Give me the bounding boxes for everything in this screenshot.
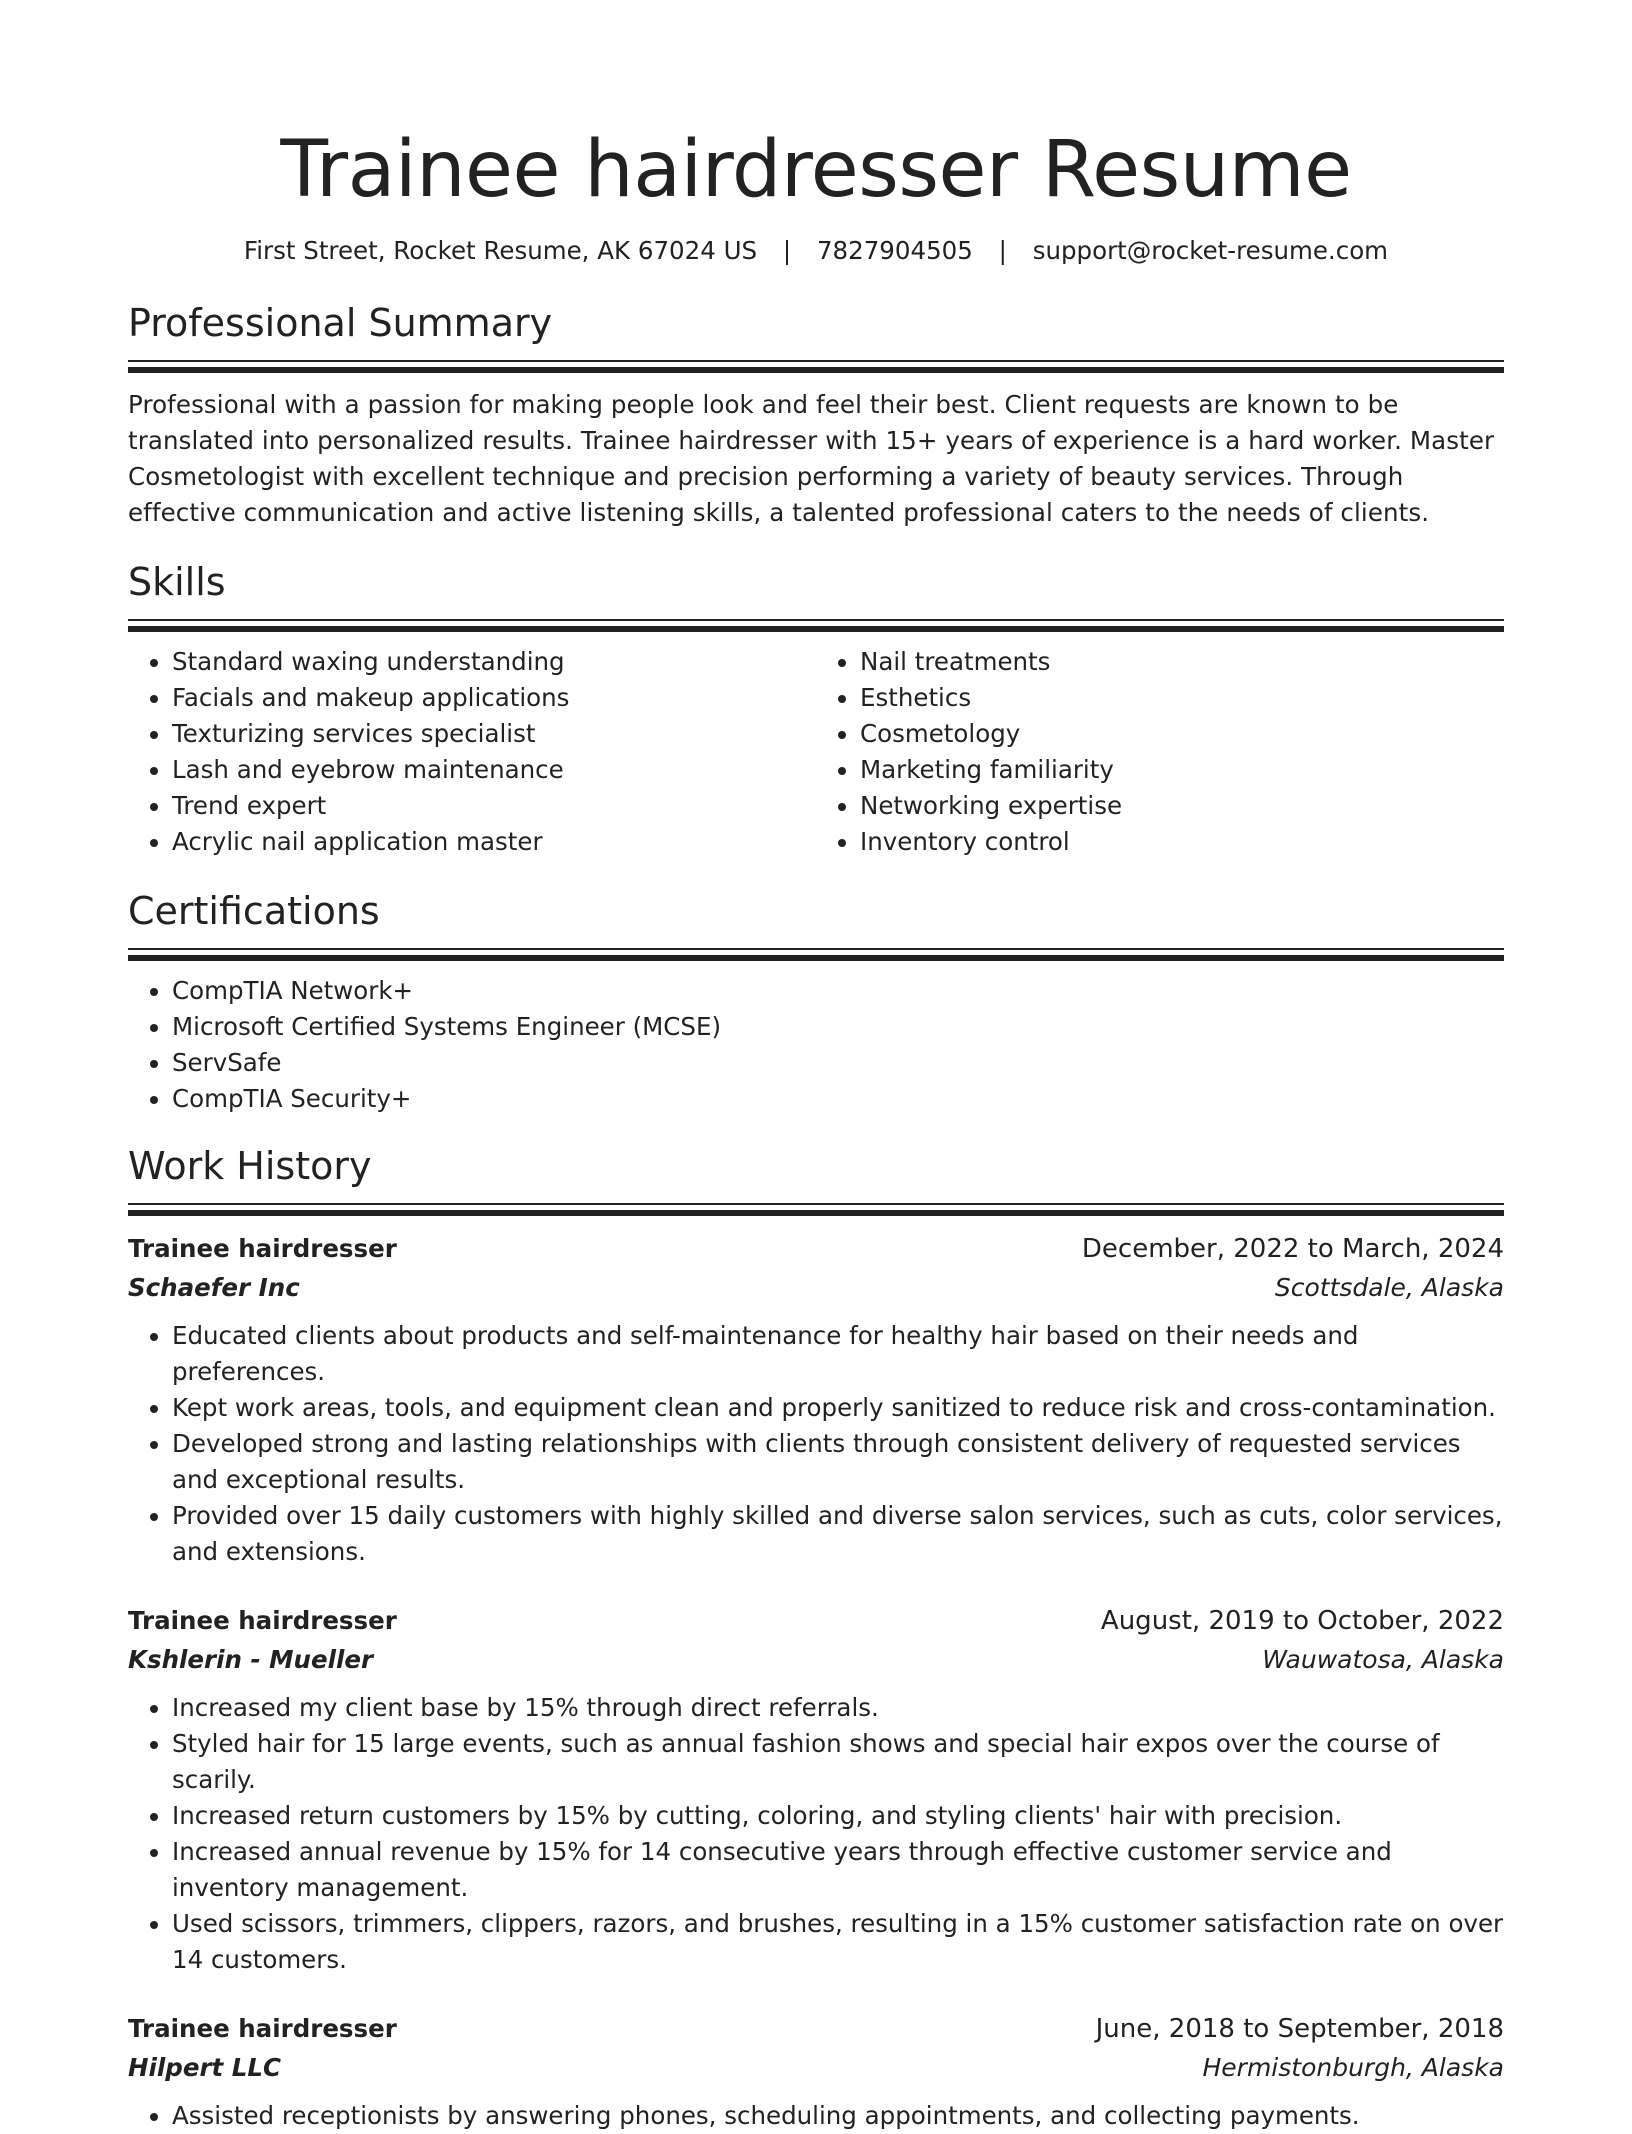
job-location: Wauwatosa, Alaska: [1262, 1645, 1504, 1674]
section-heading-skills: Skills: [128, 560, 226, 604]
certification-item: • Microsoft Certified Systems Engineer (MCSE): [172, 1009, 1504, 1045]
job-entry: [128, 2010, 1504, 2134]
job-bullets: [128, 1318, 1504, 1570]
skill-item: • Acrylic nail application master: [172, 824, 816, 860]
job-bullet: • Increased return customers by 15% by cutting, coloring, and styling clients' hair with precision.: [172, 1798, 1504, 1834]
section-divider: [128, 948, 1504, 961]
job-title: Trainee hairdresser: [128, 2014, 397, 2043]
job-bullet: • Kept work areas, tools, and equipment clean and properly sanitized to reduce risk and cross-contamination.: [172, 1390, 1504, 1426]
job-header-row: [128, 1230, 1504, 1268]
section-heading-work-history: Work History: [128, 1144, 372, 1188]
skill-item: • Marketing familiarity: [860, 752, 1504, 788]
certifications-list: [128, 973, 1504, 1117]
job-bullets: [128, 2098, 1504, 2134]
section-divider: [128, 619, 1504, 632]
skill-item: • Texturizing services specialist: [172, 716, 816, 752]
job-header-row: [128, 1602, 1504, 1640]
certification-item: • ServSafe: [172, 1045, 1504, 1081]
job-location: Hermistonburgh, Alaska: [1202, 2053, 1504, 2082]
job-bullet: • Provided over 15 daily customers with highly skilled and diverse salon services, such as cuts, color services, and extensions.: [172, 1498, 1504, 1570]
skill-item: • Esthetics: [860, 680, 1504, 716]
job-company: Schaefer Inc: [128, 1273, 300, 1302]
job-title: Trainee hairdresser: [128, 1606, 397, 1635]
skill-item: • Cosmetology: [860, 716, 1504, 752]
job-bullet: • Increased annual revenue by 15% for 14 consecutive years through effective customer service and inventory management.: [172, 1834, 1504, 1906]
job-entry: [128, 1230, 1504, 1570]
section-heading-certifications: Certifications: [128, 889, 380, 933]
job-dates: December, 2022 to March, 2024: [1081, 1234, 1504, 1264]
skill-item: • Lash and eyebrow maintenance: [172, 752, 816, 788]
job-company-row: [128, 1640, 1504, 1680]
job-entry: [128, 1602, 1504, 1978]
job-company: Kshlerin - Mueller: [128, 1645, 374, 1674]
job-bullets: [128, 1690, 1504, 1978]
job-bullet: • Styled hair for 15 large events, such as annual fashion shows and special hair expos over the course of scarily.: [172, 1726, 1504, 1798]
contact-address: First Street, Rocket Resume, AK 67024 US: [243, 236, 758, 265]
section-divider: [128, 360, 1504, 373]
certification-item: • CompTIA Security+: [172, 1081, 1504, 1117]
summary-section: [128, 298, 1504, 531]
job-bullet: • Increased my client base by 15% through direct referrals.: [172, 1690, 1504, 1726]
contact-separator: |: [998, 236, 1007, 265]
job-title: Trainee hairdresser: [128, 1234, 397, 1263]
contact-line: [128, 234, 1504, 268]
skill-item: • Networking expertise: [860, 788, 1504, 824]
job-bullet: • Developed strong and lasting relationships with clients through consistent delivery of requested services and exceptional results.: [172, 1426, 1504, 1498]
skills-section: [128, 557, 1504, 860]
job-company-row: [128, 2048, 1504, 2088]
job-company: Hilpert LLC: [128, 2053, 281, 2082]
skill-item: • Nail treatments: [860, 644, 1504, 680]
work-history-section: [128, 1141, 1504, 2134]
job-bullet: • Used scissors, trimmers, clippers, razors, and brushes, resulting in a 15% customer satisfaction rate on over 14 customers.: [172, 1906, 1504, 1978]
skill-item: • Facials and makeup applications: [172, 680, 816, 716]
summary-text: Professional with a passion for making people look and feel their best. Client requests are known to be translated into personalized results. Trainee hairdresser with 15+ years of experience is a hard worker. Master Cosmetologist with excellent technique and precision performing a variety of beauty services. Through effective communication and active listening skills, a talented professional caters to the needs of clients.: [128, 390, 1495, 527]
skills-list-right: [816, 644, 1504, 860]
job-company-row: [128, 1268, 1504, 1308]
job-header-row: [128, 2010, 1504, 2048]
job-dates: June, 2018 to September, 2018: [1095, 2014, 1504, 2044]
certification-item: • CompTIA Network+: [172, 973, 1504, 1009]
job-location: Scottsdale, Alaska: [1274, 1273, 1504, 1302]
contact-phone: 7827904505: [816, 236, 973, 265]
skill-item: • Standard waxing understanding: [172, 644, 816, 680]
job-dates: August, 2019 to October, 2022: [1100, 1606, 1504, 1636]
job-bullet: • Assisted receptionists by answering phones, scheduling appointments, and collecting payments.: [172, 2098, 1504, 2134]
contact-email: support@rocket-resume.com: [1032, 236, 1389, 265]
skills-grid: [128, 644, 1504, 860]
section-heading-summary: Professional Summary: [128, 301, 553, 345]
section-divider: [128, 1203, 1504, 1216]
resume-title: Trainee hairdresser Resume: [280, 125, 1352, 215]
job-bullet: • Educated clients about products and self-maintenance for healthy hair based on their needs and preferences.: [172, 1318, 1504, 1390]
skill-item: • Trend expert: [172, 788, 816, 824]
skills-list-left: [128, 644, 816, 860]
certifications-section: [128, 886, 1504, 1117]
contact-separator: |: [782, 236, 792, 265]
skill-item: • Inventory control: [860, 824, 1504, 860]
